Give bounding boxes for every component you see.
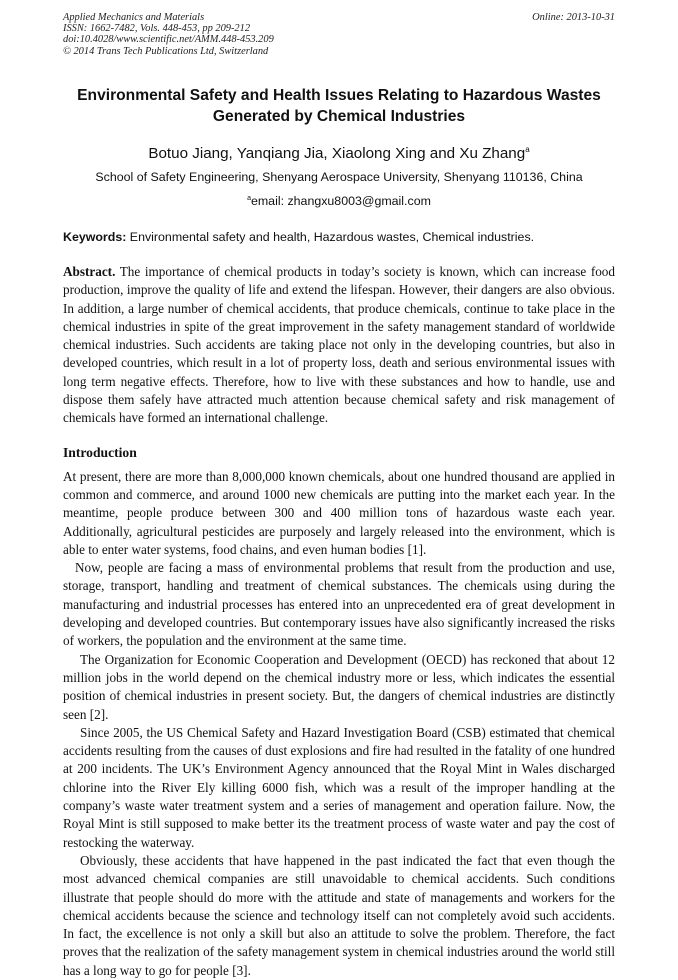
copyright-line: © 2014 Trans Tech Publications Ltd, Switzerland [63, 45, 269, 57]
paper-title [63, 85, 615, 127]
journal-header [63, 12, 615, 57]
doi-line: doi:10.4028/www.scientific.net/AMM.448-453.209 [63, 34, 274, 46]
email-text: email: zhangxu8003@gmail.com [250, 194, 431, 208]
abstract-text: The importance of chemical products in today’s society is known, which can increase food production, improve the quality of life and extend the lifespan. However, their dangers are also obvious. In addition, a large number of chemical accidents, that produce chemicals, continue to take place in the chemical industries in spite of the great improvement in the safety management standard of worldwide chemical industries. Such accidents are taking place not only in the developing countries, but also in developed countries, which result in a lot of property loss, death and serious environmental issues with long term negative effects. Therefore, how to live with these substances and how to handle, use and dispose them safely have attracted much attention because chemical safety and risk management of chemicals have formed an international challenge. [63, 264, 615, 426]
journal-name: Applied Mechanics and Materials [63, 12, 205, 23]
intro-paragraph-5: Obviously, these accidents that have happened in the past indicated the fact that even though the most advanced chemical companies are still unavoidable to chemical accidents. Such conditions illustrate that people should do more with the attitude and state of managements and workers for the chemical accidents because the science and technology itself can not completely avoid such accidents. In fact, the excellence is not only a skill but also an attitude to solve the problem. Therefore, the fact proves that the realization of the safety management system in chemical industries around the world still has a long way to go for people [3]. [63, 852, 615, 978]
author-superscript: a [525, 144, 530, 154]
issn-line: ISSN: 1662-7482, Vols. 448-453, pp 209-212 [63, 23, 251, 35]
title-line-1: Environmental Safety and Health Issues Relating to Hazardous Wastes [77, 86, 601, 104]
email-superscript: a [247, 194, 251, 202]
online-date: Online: 2013-10-31 [532, 12, 615, 23]
keywords-text: Environmental safety and health, Hazardous wastes, Chemical industries. [126, 230, 535, 244]
keywords [63, 229, 615, 246]
intro-paragraph-1: At present, there are more than 8,000,000 known chemicals, about one hundred thousand are applied in common and commerce, and around 1000 new chemicals are putting into the market each year. In the meantime, people produce between 300 and 400 million tons of hazardous waste each year. Additionally, agricultural pesticides are purposely and largely released into the environment, which is able to enter water systems, food chains, and even human bodies [1]. [63, 468, 615, 557]
section-heading-introduction: Introduction [63, 444, 137, 460]
paper-page [63, 12, 615, 980]
keywords-label: Keywords: [63, 230, 127, 244]
affiliation: School of Safety Engineering, Shenyang Aerospace University, Shenyang 110136, China [95, 169, 583, 184]
intro-paragraph-3: The Organization for Economic Cooperation and Development (OECD) has reckoned that about 12 million jobs in the world depend on the chemical industry more or less, which indicates the essential position of chemical industries in present society. But, the dangers of chemical industries are distinctly seen [2]. [63, 651, 615, 722]
abstract-label: Abstract. [63, 264, 116, 279]
email-line [63, 190, 615, 210]
author-list [63, 140, 615, 164]
abstract [63, 263, 615, 428]
title-line-2: Generated by Chemical Industries [212, 107, 466, 125]
authors-text: Botuo Jiang, Yanqiang Jia, Xiaolong Xing and Xu Zhang [148, 144, 526, 162]
intro-paragraph-4: Since 2005, the US Chemical Safety and Hazard Investigation Board (CSB) estimated that chemical accidents resulting from the causes of dust explosions and fire had resulted in the fatality of one hundred at 200 incidents. The UK’s Environment Agency announced that the Royal Mint in Wales discharged chlorine into the River Ely killing 6000 fish, which was a result of the improper handling at the company’s waste water treatment system and a series of management and operation failure. Now, the Royal Mint is still supposed to make better its the treatment process of waste water and pay the cost of restocking the waterway. [63, 724, 615, 850]
intro-paragraph-2: Now, people are facing a mass of environmental problems that result from the production and use, storage, transport, handling and treatment of chemical substances. The chemicals using during the manufacturing and industrial processes has entered into an unprecedented era of great development in developing and developed countries. But contemporary issues have also significantly increased the risks of workers, the population and the environment at the same time. [63, 560, 615, 649]
